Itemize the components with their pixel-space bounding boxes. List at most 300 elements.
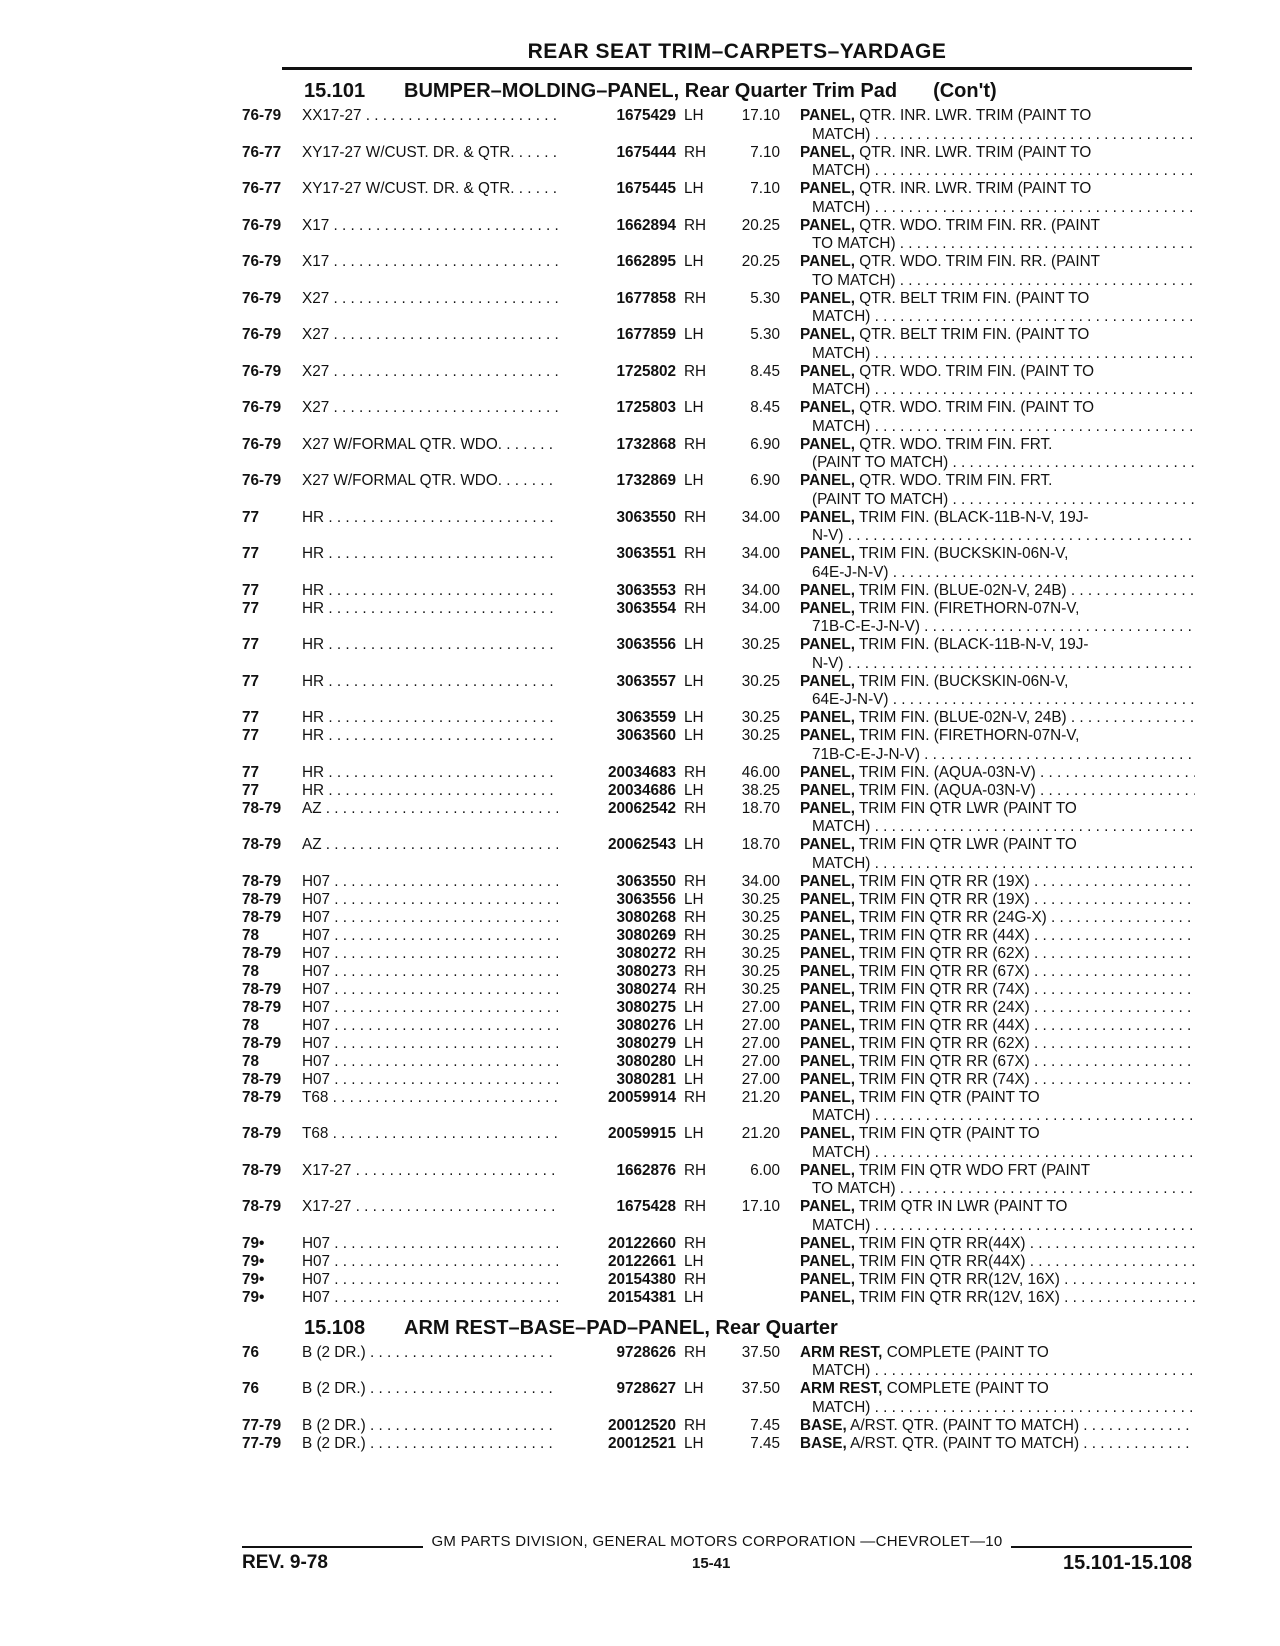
part-number: 3080279 — [616, 1034, 676, 1052]
part-description — [800, 290, 1195, 327]
part-description — [800, 1271, 1195, 1290]
part-entry — [242, 1125, 1192, 1161]
model-years: 78-79 — [242, 890, 282, 908]
model-years: 76-79 — [242, 326, 282, 343]
description-text: TRIM FIN QTR (PAINT TO — [858, 1088, 1040, 1106]
description-keyword: PANEL, — [800, 581, 855, 599]
description-keyword: PANEL, — [800, 472, 855, 489]
description-line — [800, 836, 1195, 855]
description-text: TRIM FIN. (BLUE-02N-V, 24B) — [858, 581, 1067, 599]
description-text: (PAINT TO MATCH) — [812, 454, 949, 472]
model-code: X27 W/FORMAL QTR. WDO. . . . — [302, 472, 558, 491]
part-entry — [242, 945, 1192, 963]
description-text: QTR. WDO. TRIM FIN. (PAINT TO — [859, 362, 1095, 380]
part-description — [800, 399, 1195, 436]
description-line — [800, 618, 1195, 637]
description-keyword: PANEL, — [800, 709, 855, 726]
part-entry — [242, 800, 1192, 836]
description-text: TRIM QTR IN LWR (PAINT TO — [858, 1198, 1068, 1215]
part-description — [800, 1417, 1195, 1436]
description-line — [800, 1435, 1195, 1454]
description-keyword: PANEL, — [800, 763, 855, 781]
description-text: TO MATCH) — [812, 235, 896, 253]
description-text: TRIM FIN QTR RR(12V, 16X) — [858, 1288, 1060, 1306]
part-entry — [242, 909, 1192, 927]
part-number: 1732868 — [616, 435, 676, 453]
description-keyword: PANEL, — [800, 1234, 855, 1252]
description-line — [800, 217, 1195, 236]
description-text: TRIM FIN QTR LWR (PAINT TO — [858, 799, 1077, 817]
part-description — [800, 1053, 1195, 1072]
description-text: 64E-J-N-V) — [812, 563, 889, 581]
description-line — [800, 764, 1195, 783]
model-code: H07 . . . — [302, 1271, 558, 1290]
model-code: H07 . . . — [302, 1071, 558, 1090]
description-text: TRIM FIN QTR (PAINT TO — [858, 1125, 1040, 1142]
part-entry — [242, 709, 1192, 727]
model-years: 76-79 — [242, 472, 282, 489]
part-description — [800, 1289, 1195, 1308]
list-price: 6.90 — [750, 435, 780, 453]
description-line — [800, 527, 1195, 546]
part-number: 20062542 — [607, 799, 676, 817]
part-number: 20012520 — [607, 1416, 676, 1434]
model-code: H07 . . . — [302, 1053, 558, 1072]
description-keyword: ARM REST, — [800, 1380, 883, 1397]
part-description — [800, 709, 1195, 728]
model-code: X17 . . . — [302, 253, 558, 272]
description-text: A/RST. QTR. (PAINT TO MATCH) — [850, 1434, 1080, 1452]
model-years: 78-79 — [242, 799, 282, 817]
description-text: 71B-C-E-J-N-V) — [812, 745, 920, 763]
description-line — [800, 180, 1195, 199]
part-number: 3063560 — [616, 727, 676, 744]
model-years: 77-79 — [242, 1434, 282, 1452]
description-line — [800, 636, 1195, 655]
model-years: 79• — [242, 1288, 265, 1306]
description-line — [800, 199, 1195, 218]
model-code: H07 . . . — [302, 927, 558, 946]
section-name: ARM REST–BASE–PAD–PANEL, Rear Quarter — [404, 1316, 838, 1339]
side-code: LH — [684, 1288, 704, 1306]
list-price: 30.25 — [741, 727, 780, 744]
description-text: TRIM FIN QTR RR (67X) — [858, 1052, 1030, 1070]
description-keyword: PANEL, — [800, 962, 855, 980]
model-years: 76 — [242, 1380, 260, 1397]
description-keyword: PANEL, — [800, 289, 855, 307]
description-text: MATCH) — [812, 1216, 871, 1234]
section-number: 15.101 — [304, 80, 366, 102]
model-years: 78-79 — [242, 1088, 282, 1106]
part-number: 1677858 — [616, 289, 676, 307]
model-years: 78-79 — [242, 980, 282, 998]
revision-label: REV. 9-78 — [242, 1552, 328, 1573]
description-line — [800, 1289, 1195, 1308]
description-line — [800, 800, 1195, 819]
description-line — [800, 272, 1195, 291]
description-line — [800, 1344, 1195, 1363]
model-years: 76-77 — [242, 180, 282, 197]
description-text: TRIM FIN. (BLUE-02N-V, 24B) — [858, 709, 1067, 726]
part-entry — [242, 927, 1192, 945]
description-line — [800, 564, 1195, 583]
list-price: 38.25 — [741, 781, 780, 799]
description-line — [800, 491, 1195, 510]
description-keyword: PANEL, — [800, 926, 855, 944]
part-description — [800, 873, 1195, 892]
description-text: MATCH) — [812, 344, 871, 362]
part-number: 1675445 — [616, 180, 676, 197]
model-code: HR . . . — [302, 673, 558, 692]
model-code: X17 . . . — [302, 217, 558, 236]
side-code: LH — [684, 1252, 704, 1270]
list-price: 30.25 — [741, 944, 780, 962]
part-entry — [242, 1417, 1192, 1435]
description-line — [800, 1144, 1195, 1163]
description-line — [800, 855, 1195, 874]
part-entry — [242, 326, 1192, 362]
description-text: N-V) — [812, 654, 844, 672]
section-continued: (Con't) — [933, 80, 997, 102]
part-number: 1662894 — [616, 216, 676, 234]
model-code: AZ . . . — [302, 800, 558, 819]
model-code: H07 . . . — [302, 945, 558, 964]
description-text: MATCH) — [812, 1143, 871, 1161]
description-text: QTR. INR. LWR. TRIM (PAINT TO — [859, 143, 1092, 161]
part-entry — [242, 981, 1192, 999]
model-years: 77 — [242, 763, 260, 781]
description-text: TRIM FIN QTR WDO FRT (PAINT — [858, 1161, 1091, 1179]
side-code: RH — [684, 508, 707, 526]
description-keyword: PANEL, — [800, 1070, 855, 1088]
part-entry — [242, 1071, 1192, 1089]
footer-publisher: GM PARTS DIVISION, GENERAL MOTORS CORPORATION —CHEVROLET—10 — [431, 1533, 1003, 1550]
description-keyword: PANEL, — [800, 1052, 855, 1070]
part-entry — [242, 363, 1192, 399]
list-price: 7.45 — [750, 1434, 780, 1452]
description-text: MATCH) — [812, 381, 871, 399]
description-text: TRIM FIN. (AQUA-03N-V) — [858, 763, 1036, 781]
description-text: TRIM FIN QTR RR(12V, 16X) — [858, 1270, 1060, 1288]
description-line — [800, 582, 1195, 601]
side-code: RH — [684, 545, 707, 562]
description-line — [800, 126, 1195, 145]
description-keyword: PANEL, — [800, 1270, 855, 1288]
part-number: 3063550 — [616, 508, 676, 526]
list-price: 30.25 — [741, 890, 780, 908]
description-keyword: PANEL, — [800, 727, 855, 744]
description-text: MATCH) — [812, 1107, 871, 1125]
part-entry — [242, 217, 1192, 253]
description-keyword: PANEL, — [800, 253, 855, 270]
description-keyword: PANEL, — [800, 435, 855, 453]
description-text: QTR. INR. LWR. TRIM (PAINT TO — [859, 180, 1092, 197]
side-code: RH — [684, 1270, 707, 1288]
model-code: H07 . . . — [302, 873, 558, 892]
side-code: RH — [684, 763, 707, 781]
part-number: 3080273 — [616, 962, 676, 980]
model-years: 78-79 — [242, 1198, 282, 1215]
part-description — [800, 981, 1195, 1000]
model-code: H07 . . . — [302, 1035, 558, 1054]
part-number: 3063550 — [616, 872, 676, 890]
list-price: 7.10 — [750, 180, 780, 197]
part-description — [800, 217, 1195, 254]
model-years: 76-77 — [242, 143, 282, 161]
description-keyword: PANEL, — [800, 1088, 855, 1106]
part-description — [800, 800, 1195, 837]
description-text: MATCH) — [812, 818, 871, 836]
model-years: 77 — [242, 599, 260, 617]
part-entry — [242, 1289, 1192, 1307]
description-text: TRIM FIN QTR RR(44X) — [858, 1252, 1026, 1270]
model-code: AZ . . . — [302, 836, 558, 855]
model-code: HR . . . — [302, 636, 558, 655]
side-code: RH — [684, 1198, 707, 1215]
part-description — [800, 836, 1195, 873]
description-keyword: PANEL, — [800, 107, 855, 124]
model-code: H07 . . . — [302, 891, 558, 910]
description-text: MATCH) — [812, 1398, 871, 1416]
side-code: LH — [684, 326, 704, 343]
model-years: 77 — [242, 672, 260, 690]
description-text: TO MATCH) — [812, 271, 896, 289]
list-price: 20.25 — [741, 253, 780, 270]
part-number: 1677859 — [616, 326, 676, 343]
side-code: LH — [684, 636, 704, 653]
description-line — [800, 600, 1195, 619]
side-code: RH — [684, 1234, 707, 1252]
list-price: 6.00 — [750, 1161, 780, 1179]
description-line — [800, 144, 1195, 163]
list-price: 34.00 — [741, 872, 780, 890]
description-keyword: PANEL, — [800, 143, 855, 161]
section-15-108 — [242, 1317, 1192, 1453]
description-line — [800, 454, 1195, 473]
description-text: TRIM FIN QTR LWR (PAINT TO — [858, 836, 1077, 853]
part-entry — [242, 727, 1192, 763]
list-price: 30.25 — [741, 709, 780, 726]
part-entry — [242, 836, 1192, 872]
description-line — [800, 727, 1195, 746]
model-code: X27 . . . — [302, 326, 558, 345]
part-description — [800, 764, 1195, 783]
description-line — [800, 1089, 1195, 1108]
description-line — [800, 1271, 1195, 1290]
part-entry — [242, 1089, 1192, 1125]
part-entry — [242, 999, 1192, 1017]
description-line — [800, 655, 1195, 674]
part-description — [800, 1071, 1195, 1090]
model-code: X27 . . . — [302, 363, 558, 382]
model-code: H07 . . . — [302, 1017, 558, 1036]
part-entry — [242, 107, 1192, 143]
description-keyword: PANEL, — [800, 399, 855, 416]
description-text: TRIM FIN QTR RR(44X) — [858, 1234, 1026, 1252]
description-keyword: PANEL, — [800, 944, 855, 962]
description-keyword: ARM REST, — [800, 1343, 883, 1361]
model-code: X17-27 . . . — [302, 1162, 558, 1181]
part-number: 20062543 — [607, 836, 676, 853]
list-price: 30.25 — [741, 672, 780, 690]
part-entry — [242, 399, 1192, 435]
part-number: 1662876 — [616, 1161, 676, 1179]
description-line — [800, 399, 1195, 418]
description-text: TRIM FIN QTR RR (24X) — [858, 998, 1030, 1016]
list-price: 5.30 — [750, 326, 780, 343]
model-years: 78-79 — [242, 872, 282, 890]
description-keyword: PANEL, — [800, 980, 855, 998]
side-code: RH — [684, 908, 707, 926]
side-code: LH — [684, 180, 704, 197]
description-text: TRIM FIN. (BUCKSKIN-06N-V, — [858, 545, 1069, 562]
model-years: 77 — [242, 709, 260, 726]
description-keyword: PANEL, — [800, 890, 855, 908]
part-entry — [242, 1380, 1192, 1416]
part-entry — [242, 253, 1192, 289]
model-code: HR . . . — [302, 509, 558, 528]
part-number: 20122660 — [607, 1234, 676, 1252]
list-price: 6.90 — [750, 472, 780, 489]
description-text: MATCH) — [812, 417, 871, 435]
list-price: 20.25 — [741, 216, 780, 234]
description-line — [800, 1107, 1195, 1126]
part-description — [800, 180, 1195, 217]
part-number: 3080281 — [616, 1070, 676, 1088]
description-text: MATCH) — [812, 308, 871, 326]
list-price: 27.00 — [741, 1052, 780, 1070]
side-code: RH — [684, 362, 707, 380]
description-keyword: PANEL, — [800, 326, 855, 343]
description-keyword: PANEL, — [800, 545, 855, 562]
side-code: RH — [684, 581, 707, 599]
description-line — [800, 308, 1195, 327]
list-price: 27.00 — [741, 998, 780, 1016]
description-keyword: PANEL, — [800, 872, 855, 890]
part-number: 20154380 — [607, 1270, 676, 1288]
description-line — [800, 782, 1195, 801]
side-code: LH — [684, 890, 704, 908]
part-number: 3063551 — [616, 545, 676, 562]
list-price: 27.00 — [741, 1070, 780, 1088]
description-text: TRIM FIN. (AQUA-03N-V) — [858, 781, 1036, 799]
model-years: 76-79 — [242, 435, 282, 453]
part-description — [800, 582, 1195, 601]
list-price: 30.25 — [741, 636, 780, 653]
section-name: BUMPER–MOLDING–PANEL, Rear Quarter Trim Pad — [404, 80, 898, 102]
description-keyword: PANEL, — [800, 636, 855, 653]
model-code: H07 . . . — [302, 909, 558, 928]
side-code: LH — [684, 253, 704, 270]
part-entry — [242, 472, 1192, 508]
description-line — [800, 981, 1195, 1000]
description-line — [800, 363, 1195, 382]
list-price: 30.25 — [741, 926, 780, 944]
description-line — [800, 1035, 1195, 1054]
description-text: QTR. BELT TRIM FIN. (PAINT TO — [859, 289, 1090, 307]
description-line — [800, 1125, 1195, 1144]
side-code: RH — [684, 962, 707, 980]
part-description — [800, 600, 1195, 637]
model-years: 78 — [242, 962, 260, 980]
model-years: 76-79 — [242, 253, 282, 270]
model-code: B (2 DR.) . . . — [302, 1417, 558, 1436]
parts-list — [242, 107, 1192, 1307]
description-line — [800, 746, 1195, 765]
model-code: T68 . . . — [302, 1089, 558, 1108]
description-text: TRIM FIN. (FIRETHORN-07N-V, — [858, 727, 1080, 744]
description-text: QTR. WDO. TRIM FIN. RR. (PAINT — [859, 253, 1100, 270]
side-code: LH — [684, 399, 704, 416]
side-code: RH — [684, 289, 707, 307]
list-price: 18.70 — [741, 836, 780, 853]
side-code: LH — [684, 1125, 704, 1142]
part-entry — [242, 582, 1192, 600]
description-line — [800, 162, 1195, 181]
list-price: 37.50 — [741, 1380, 780, 1397]
part-description — [800, 673, 1195, 710]
part-entry — [242, 509, 1192, 545]
part-number: 1662895 — [616, 253, 676, 270]
section-number: 15.108 — [304, 1316, 366, 1339]
description-text: TRIM FIN QTR RR (19X) — [858, 890, 1030, 908]
list-price: 30.25 — [741, 962, 780, 980]
part-description — [800, 909, 1195, 928]
page-number: 15-41 — [692, 1555, 731, 1572]
model-years: 76-79 — [242, 107, 282, 124]
part-entry — [242, 963, 1192, 981]
part-number: 1725802 — [616, 362, 676, 380]
side-code: RH — [684, 980, 707, 998]
description-keyword: PANEL, — [800, 1252, 855, 1270]
side-code: LH — [684, 107, 704, 124]
side-code: RH — [684, 799, 707, 817]
description-line — [800, 945, 1195, 964]
description-keyword: PANEL, — [800, 672, 855, 690]
part-description — [800, 436, 1195, 473]
side-code: RH — [684, 143, 707, 161]
description-line — [800, 326, 1195, 345]
model-code: B (2 DR.) . . . — [302, 1344, 558, 1363]
part-entry — [242, 180, 1192, 216]
description-keyword: BASE, — [800, 1416, 847, 1434]
description-line — [800, 909, 1195, 928]
part-entry — [242, 1017, 1192, 1035]
description-line — [800, 107, 1195, 126]
section-heading — [242, 1317, 1192, 1340]
description-text: QTR. INR. LWR. TRIM (PAINT TO — [859, 107, 1092, 124]
description-keyword: PANEL, — [800, 1034, 855, 1052]
description-text: QTR. WDO. TRIM FIN. FRT. — [859, 435, 1053, 453]
part-entry — [242, 1035, 1192, 1053]
description-text: TO MATCH) — [812, 1180, 896, 1198]
description-line — [800, 1198, 1195, 1217]
list-price: 34.00 — [741, 545, 780, 562]
section-range: 15.101-15.108 — [1062, 1552, 1192, 1574]
description-text: MATCH) — [812, 854, 871, 872]
part-entry — [242, 1053, 1192, 1071]
side-code: LH — [684, 709, 704, 726]
model-years: 77 — [242, 727, 260, 744]
part-number: 3080280 — [616, 1052, 676, 1070]
model-code: HR . . . — [302, 545, 558, 564]
model-years: 78-79 — [242, 1161, 282, 1179]
side-code: LH — [684, 1034, 704, 1052]
model-code: XX17-27 . . . — [302, 107, 558, 126]
side-code: LH — [684, 1380, 704, 1397]
description-text: QTR. WDO. TRIM FIN. RR. (PAINT — [859, 216, 1100, 234]
description-keyword: PANEL, — [800, 836, 855, 853]
